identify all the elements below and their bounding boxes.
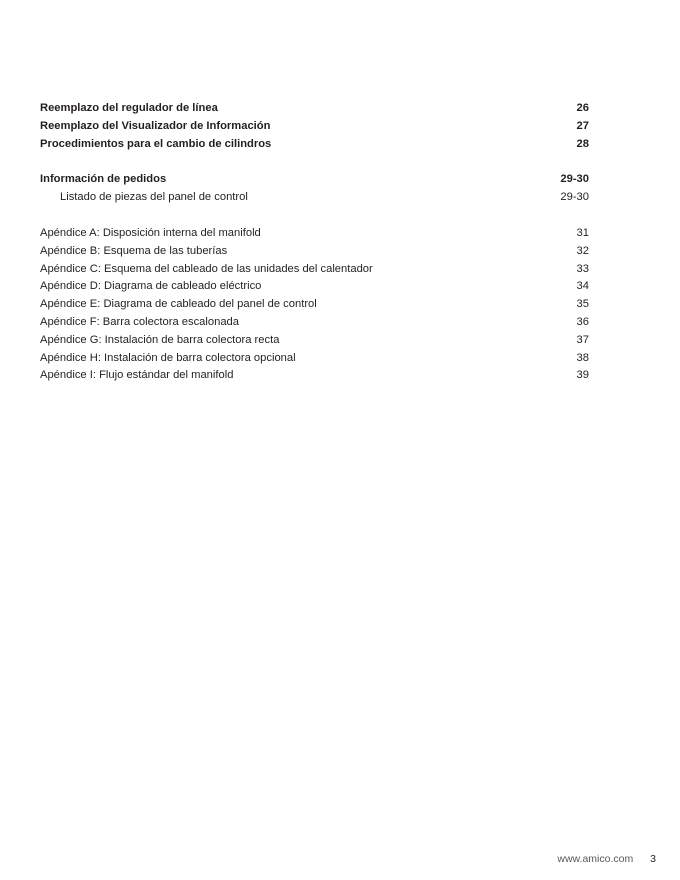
table-of-contents [40, 100, 589, 385]
page-footer [557, 853, 656, 865]
toc-appendix-entry [40, 261, 589, 279]
toc-entry-title: Apéndice E: Diagrama de cableado del panel de control [40, 298, 317, 311]
toc-entry-page: 28 [576, 137, 589, 150]
toc-entry-page: 39 [576, 369, 589, 382]
toc-entry-title: Apéndice F: Barra colectora escalonada [40, 315, 240, 328]
toc-entry-title: Apéndice B: Esquema de las tuberías [40, 244, 228, 257]
toc-entry-page: 27 [576, 119, 589, 132]
toc-appendix-entry [40, 332, 589, 350]
toc-entry-page: 32 [576, 244, 589, 257]
toc-entry-title: Apéndice G: Instalación de barra colectora recta [40, 333, 280, 346]
toc-entry [40, 118, 589, 136]
toc-entry-page: 38 [576, 351, 589, 364]
toc-entry-page: 34 [576, 280, 589, 293]
toc-entry [40, 136, 589, 154]
toc-entry-page: 37 [576, 333, 589, 346]
toc-entry-title: Reemplazo del Visualizador de Información [40, 119, 271, 132]
toc-appendix-entry [40, 350, 589, 368]
toc-entry-title: Apéndice A: Disposición interna del manifold [40, 226, 261, 239]
toc-appendix-entry [40, 314, 589, 332]
toc-appendix-entry [40, 367, 589, 385]
toc-appendix-entry [40, 278, 589, 296]
toc-appendix-entry [40, 243, 589, 261]
toc-entry-title: Procedimientos para el cambio de cilindros [40, 137, 272, 150]
toc-entry [40, 100, 589, 118]
toc-entry-page: 33 [576, 262, 589, 275]
toc-entry-page: 29-30 [560, 173, 589, 186]
toc-section-heading [40, 171, 589, 189]
toc-entry-title: Información de pedidos [40, 173, 167, 186]
toc-entry-title: Apéndice D: Diagrama de cableado eléctrico [40, 280, 262, 293]
toc-subentry [40, 189, 589, 207]
toc-appendix-entry [40, 225, 589, 243]
toc-entry-title: Apéndice I: Flujo estándar del manifold [40, 369, 234, 382]
footer-url: www.amico.com [557, 853, 634, 865]
toc-entry-title: Listado de piezas del panel de control [60, 191, 248, 204]
toc-entry-page: 26 [576, 102, 589, 114]
toc-entry-title: Apéndice H: Instalación de barra colectora opcional [40, 351, 296, 364]
toc-appendix-entry [40, 296, 589, 314]
section-spacer [40, 207, 589, 225]
toc-entry-page: 36 [576, 315, 589, 328]
toc-entry-page: 35 [576, 298, 589, 311]
section-spacer [40, 153, 589, 171]
page-number: 3 [650, 853, 656, 865]
toc-entry-title: Apéndice C: Esquema del cableado de las unidades del calentador [40, 262, 373, 275]
toc-entry-title: Reemplazo del regulador de línea [40, 102, 218, 114]
toc-entry-page: 29-30 [560, 191, 589, 204]
toc-entry-page: 31 [576, 226, 589, 239]
